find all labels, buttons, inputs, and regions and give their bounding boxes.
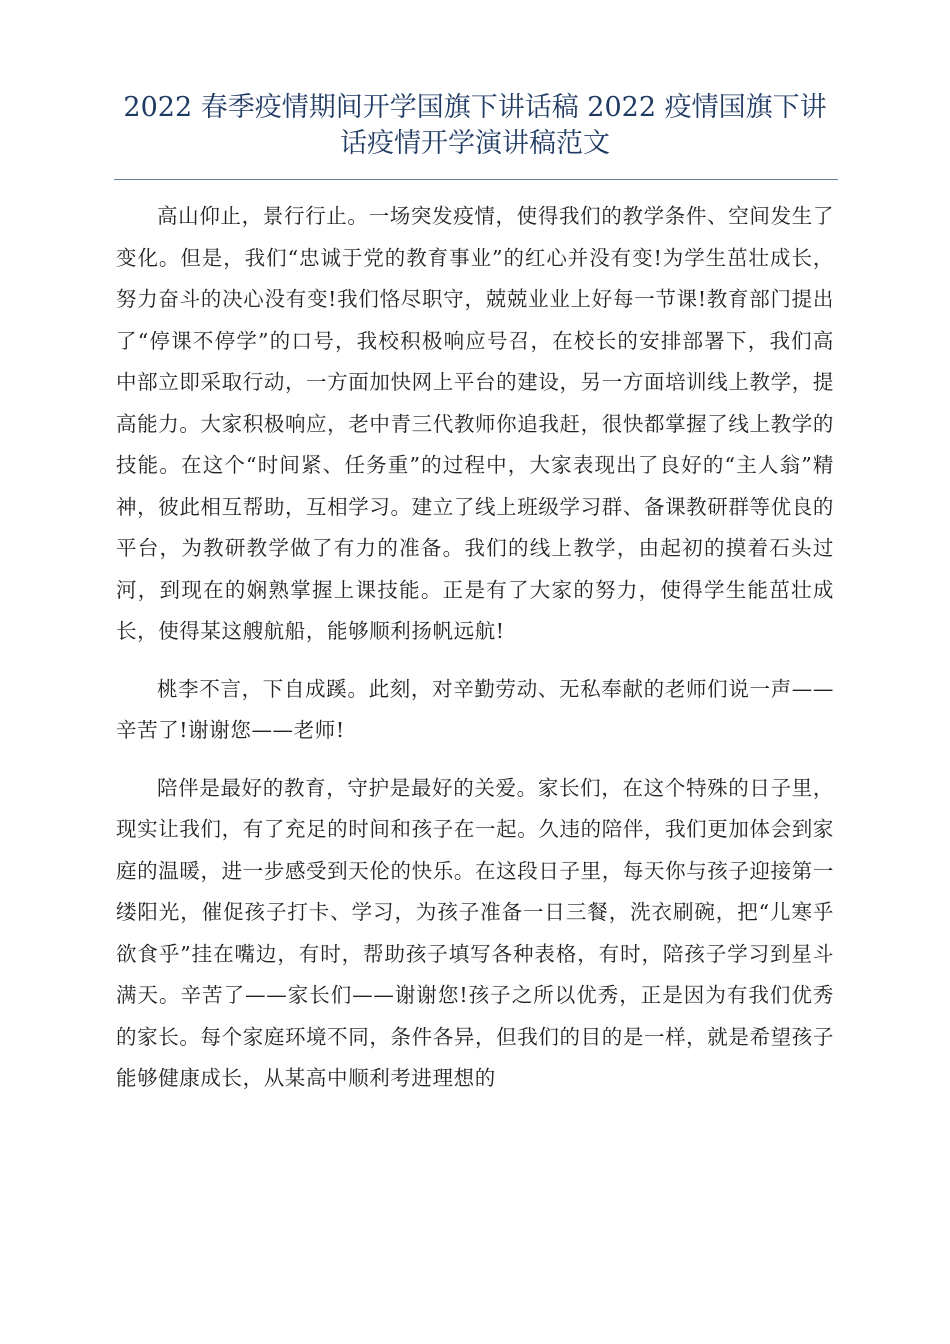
paragraph-3: 陪伴是最好的教育，守护是最好的关爱。家长们，在这个特殊的日子里，现实让我们，有了充足的时间和孩子在一起。久违的陪伴，我们更加体会到家庭的温暖，进一步感受到天伦的快乐。在这段日子里，每天你与孩子迎接第一缕阳光，催促孩子打卡、学习，为孩子准备一日三餐，洗衣刷碗，把“儿寒乎欲食乎”挂在嘴边，有时，帮助孩子填写各种表格，有时，陪孩子学习到星斗满天。辛苦了——家长们——谢谢您!孩子之所以优秀，正是因为有我们优秀的家长。每个家庭环境不同，条件各异，但我们的目的是一样，就是希望孩子能够健康成长，从某高中顺利考进理想的 [116,775,834,1090]
document-body [116,196,834,1116]
paragraph-1: 高山仰止，景行行止。一场突发疫情，使得我们的教学条件、空间发生了变化。但是，我们“忠诚于党的教育事业”的红心并没有变!为学生茁壮成长，努力奋斗的决心没有变!我们恪尽职守，兢兢业业上好每一节课!教育部门提出了“停课不停学”的口号，我校积极响应号召，在校长的安排部署下，我们高中部立即采取行动，一方面加快网上平台的建设，另一方面培训线上教学，提高能力。大家积极响应，老中青三代教师你追我赶，很快都掌握了线上教学的技能。在这个“时间紧、任务重”的过程中，大家表现出了良好的“主人翁”精神，彼此相互帮助，互相学习。建立了线上班级学习群、备课教研群等优良的平台，为教研教学做了有力的准备。我们的线上教学，由起初的摸着石头过河，到现在的娴熟掌握上课技能。正是有了大家的努力，使得学生能茁壮成长，使得某这艘航船，能够顺利扬帆远航! [116,204,834,643]
paragraph-2: 桃李不言，下自成蹊。此刻，对辛勤劳动、无私奉献的老师们说一声——辛苦了!谢谢您——老师! [116,676,834,742]
document-title: 2022 春季疫情期间开学国旗下讲话稿 2022 疫情国旗下讲话疫情开学演讲稿范文 [123,92,827,159]
title-divider [114,179,838,180]
